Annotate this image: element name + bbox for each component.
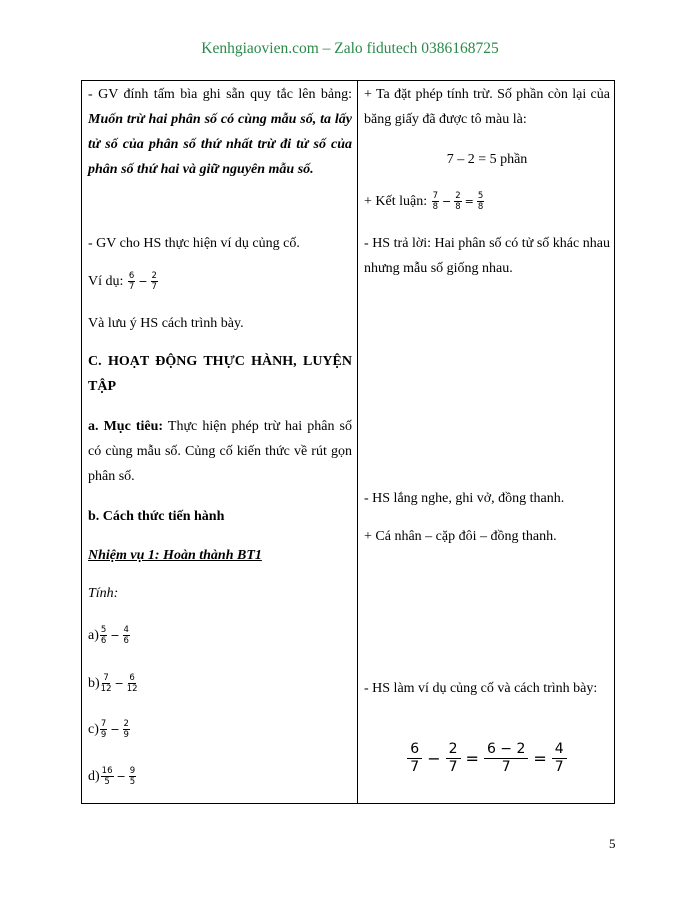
fraction — [484, 741, 528, 776]
exercise-label: b) — [88, 676, 100, 691]
minus-sign: − — [114, 677, 124, 691]
fraction — [123, 625, 130, 646]
denominator: 5 — [129, 777, 136, 788]
student-answer: - HS trả lời: Hai phân số có tử số khác nhau nhưng mẫu số giống nhau. — [364, 236, 610, 276]
denominator: 6 — [100, 636, 107, 647]
fraction — [128, 271, 135, 292]
minus-sign: − — [110, 629, 120, 643]
task-heading: Nhiệm vụ 1: Hoàn thành BT1 — [88, 548, 262, 563]
exercise-b — [88, 671, 352, 696]
column-divider — [357, 81, 358, 803]
numerator: 5 — [100, 625, 107, 636]
minus-sign: − — [110, 723, 120, 737]
fraction — [123, 719, 130, 740]
method-heading: b. Cách thức tiến hành — [88, 509, 225, 524]
subtraction-setup: + Ta đặt phép tính trừ. Số phần còn lại của băng giấy đã được tô màu là: — [364, 87, 610, 127]
numerator: 9 — [129, 766, 136, 777]
fraction — [552, 741, 567, 776]
conclusion-line — [364, 189, 610, 214]
denominator: 12 — [126, 684, 138, 695]
numerator: 2 — [455, 191, 461, 202]
numerator: 4 — [552, 741, 567, 759]
fraction — [151, 271, 158, 292]
fraction — [454, 191, 461, 212]
equals-sign: = — [533, 749, 547, 768]
exercise-c — [88, 717, 352, 742]
fraction — [446, 741, 461, 776]
fraction — [101, 673, 112, 694]
denominator: 7 — [448, 759, 458, 775]
denominator: 7 — [128, 282, 135, 293]
numerator: 7 — [432, 191, 439, 202]
rule-paragraph — [88, 82, 352, 182]
exercise-label: c) — [88, 722, 99, 737]
example-line — [88, 269, 352, 294]
rule-text: Muốn trừ hai phân số có cùng mẫu số, ta lấy tử số của phân số thứ nhất trừ đi tử số của phân số thứ hai và giữ nguyên mẫu số. — [88, 112, 352, 177]
denominator: 7 — [410, 759, 420, 775]
numerator: 7 — [103, 673, 109, 684]
section-c-heading: C. HOẠT ĐỘNG THỰC HÀNH, LUYỆN TẬP — [88, 354, 352, 394]
denominator: 8 — [477, 202, 484, 213]
fraction — [127, 673, 138, 694]
fraction — [432, 191, 439, 212]
denominator: 8 — [432, 202, 439, 213]
denominator: 9 — [100, 730, 107, 741]
presentation-note: Và lưu ý HS cách trình bày. — [88, 316, 244, 331]
fraction — [407, 741, 422, 776]
subtraction-result: 7 – 2 = 5 phần — [446, 152, 528, 167]
minus-sign: − — [138, 275, 148, 289]
numerator: 4 — [123, 625, 129, 636]
student-example-intro: - HS làm ví dụ củng cố và cách trình bày: — [364, 681, 598, 696]
exercise-label: d) — [88, 769, 100, 784]
numerator: 16 — [101, 766, 113, 777]
denominator: 5 — [104, 777, 110, 788]
objective-label: a. Mục tiêu: — [88, 419, 164, 434]
page-number: 5 — [609, 836, 616, 851]
example-label: Ví dụ: — [88, 274, 124, 289]
objective-text: Thực hiện phép trừ hai phân số có cùng mẫu số. Củng cố kiến thức về rút gọn phân số. — [88, 419, 352, 484]
fraction — [129, 766, 136, 787]
denominator: 8 — [455, 202, 461, 213]
denominator: 7 — [501, 759, 511, 775]
denominator: 9 — [123, 730, 129, 741]
fraction — [100, 719, 107, 740]
minus-sign: − — [427, 749, 441, 768]
fraction — [477, 191, 484, 212]
conclusion-label: + Kết luận: — [364, 194, 428, 209]
objective-paragraph — [88, 414, 352, 489]
denominator: 7 — [554, 759, 564, 775]
compute-label: Tính: — [88, 586, 119, 601]
numerator: 5 — [477, 191, 484, 202]
minus-sign: − — [442, 195, 452, 209]
fraction — [100, 625, 107, 646]
lesson-table — [81, 80, 615, 804]
numerator: 2 — [446, 741, 461, 759]
practice-instruction: - GV cho HS thực hiện ví dụ củng cố. — [88, 236, 300, 251]
numerator: 2 — [151, 271, 157, 282]
rule-intro: - GV đính tấm bìa ghi sẵn quy tắc lên bảng: — [88, 87, 352, 102]
denominator: 12 — [100, 684, 112, 695]
numerator: 2 — [123, 719, 129, 730]
numerator: 6 − 2 — [484, 741, 528, 759]
final-equation — [364, 741, 610, 776]
minus-sign: − — [116, 770, 126, 784]
page-header: Kenhgiaovien.com – Zalo fidutech 0386168725 — [201, 40, 499, 57]
numerator: 6 — [407, 741, 422, 759]
exercise-a — [88, 623, 352, 648]
activity-mode: + Cá nhân – cặp đôi – đồng thanh. — [364, 529, 557, 544]
student-listen: - HS lắng nghe, ghi vở, đồng thanh. — [364, 491, 565, 506]
numerator: 7 — [100, 719, 107, 730]
denominator: 6 — [123, 636, 129, 647]
equals-sign: = — [465, 749, 479, 768]
exercise-label: a) — [88, 628, 99, 643]
numerator: 6 — [128, 271, 135, 282]
denominator: 7 — [151, 282, 157, 293]
fraction — [101, 766, 114, 787]
equals-sign: = — [464, 195, 474, 209]
numerator: 6 — [129, 673, 135, 684]
exercise-d — [88, 764, 352, 789]
